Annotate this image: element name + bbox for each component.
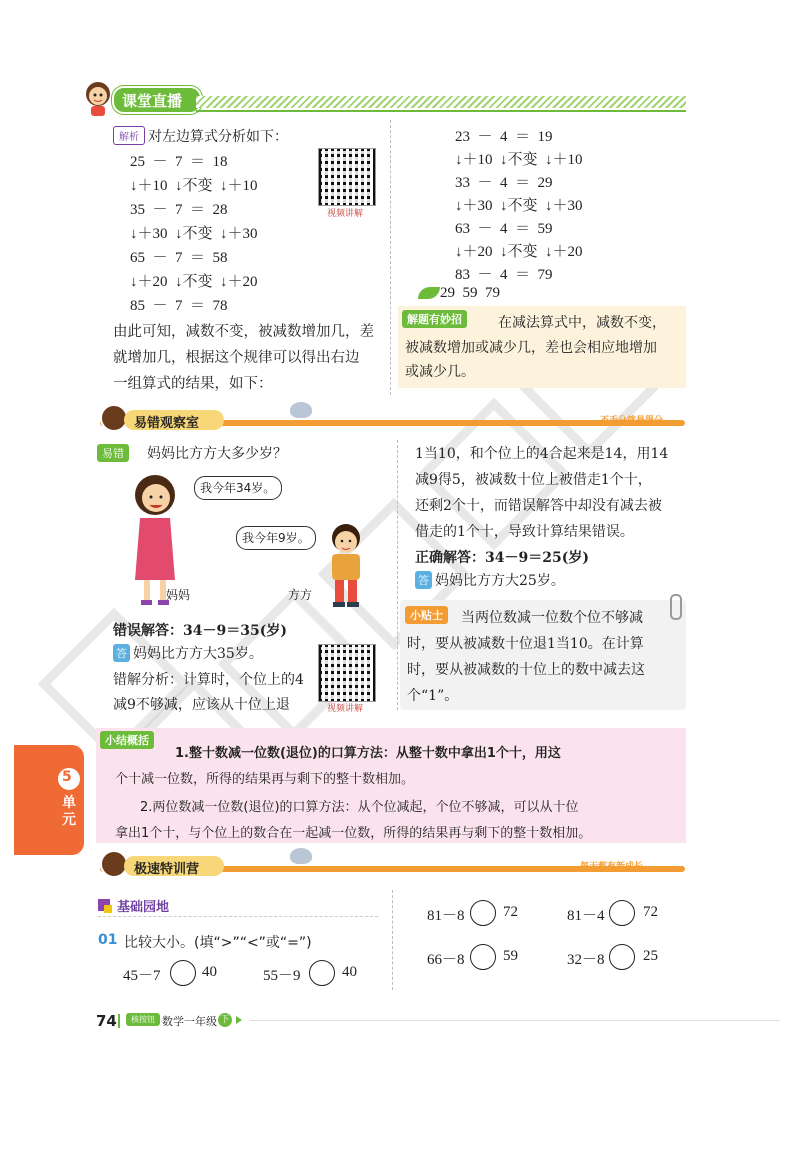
question-number: 01 xyxy=(98,932,118,948)
left-row-4: ↓＋30 ↓不变 ↓＋30 xyxy=(130,226,258,242)
explain-line-1: 1当10，和个位上的4合起来是14，用14 xyxy=(415,446,669,462)
wrong-reply: 妈妈比方方大35岁。 xyxy=(133,646,263,662)
summary-line-3: 2.两位数减一位数(退位)的口算方法：从个位减起，个位不够减，可以从十位 xyxy=(140,800,579,815)
header-rule xyxy=(196,96,686,108)
wrong-answer: 错误解答：34－9＝35(岁) xyxy=(113,623,287,639)
subsection-square-icon-2 xyxy=(104,905,112,913)
right-row-2: ↓＋10 ↓不变 ↓＋10 xyxy=(455,152,583,168)
answer-leaf-icon xyxy=(418,287,440,299)
compare-blank-4[interactable] xyxy=(609,900,635,926)
explain-line-2: 减9得5，被减数十位上被借走1个十， xyxy=(415,472,652,488)
tip-line-3: 或减少几。 xyxy=(405,364,475,380)
mistake-question: 妈妈比方方大多少岁？ xyxy=(147,446,287,462)
conclusion-line-3: 一组算式的结果，如下： xyxy=(113,376,273,392)
column-divider-3 xyxy=(392,890,393,990)
tip-line-1: 在减法算式中，减数不变， xyxy=(498,315,666,331)
answer-values: 29 59 79 xyxy=(440,285,500,301)
compare-right-6: 25 xyxy=(643,948,658,964)
question-text: 比较大小。(填“>”“<”或“=”) xyxy=(124,935,312,951)
left-row-6: ↓＋20 ↓不变 ↓＋20 xyxy=(130,274,258,290)
error-analysis-line-1: 错解分析：计算时，个位上的4 xyxy=(113,672,304,688)
qr-code-icon[interactable] xyxy=(318,148,376,206)
compare-right-2: 40 xyxy=(342,964,357,980)
hint-line-2: 时，要从被减数十位退1当10。在计算 xyxy=(407,636,644,652)
left-row-1: 25 － 7 ＝ 18 xyxy=(130,154,228,170)
training-slogan: 每天都有新成长 xyxy=(580,862,644,872)
footer-rule xyxy=(250,1020,780,1021)
analysis-tag: 解析 xyxy=(113,126,145,145)
compare-right-5: 59 xyxy=(503,948,518,964)
left-row-2: ↓＋10 ↓不变 ↓＋10 xyxy=(130,178,258,194)
left-row-5: 65 － 7 ＝ 58 xyxy=(130,250,228,266)
footer-separator xyxy=(118,1014,120,1028)
compare-blank-3[interactable] xyxy=(470,900,496,926)
explain-line-4: 借走的1个十，导致计算结果错误。 xyxy=(415,524,634,540)
column-divider xyxy=(390,120,391,395)
left-row-7: 85 － 7 ＝ 78 xyxy=(130,298,228,314)
paperclip-icon xyxy=(670,594,682,620)
compare-left-6: 32－8 xyxy=(567,952,605,968)
compare-blank-5[interactable] xyxy=(470,944,496,970)
compare-right-1: 40 xyxy=(202,964,217,980)
kid-label: 方方 xyxy=(288,588,313,602)
summary-tag: 小结概括 xyxy=(100,731,154,749)
kid-illustration xyxy=(318,522,374,612)
hint-line-1: 当两位数减一位数个位不够减 xyxy=(461,610,643,626)
compare-left-5: 66－8 xyxy=(427,952,465,968)
section-title: 易错观察室 xyxy=(134,416,200,431)
qr-label-2: 视频讲解 xyxy=(327,704,364,714)
tip-line-2: 被减数增加或减少几，差也会相应地增加 xyxy=(405,340,657,356)
page-number: 74 xyxy=(96,1012,117,1030)
footer-book: 数学一年级 xyxy=(162,1015,217,1028)
correct-reply-tag: 答 xyxy=(415,571,432,589)
conclusion-line-1: 由此可知，减数不变，被减数增加几，差 xyxy=(113,324,374,340)
unit-number: 5 xyxy=(62,769,72,785)
section-slogan: 不丢分就是得分 xyxy=(600,416,664,426)
compare-left-3: 81－8 xyxy=(427,908,465,924)
header-rule-line xyxy=(196,110,686,112)
analysis-intro: 对左边算式分析如下： xyxy=(148,129,288,145)
wrong-reply-tag: 答 xyxy=(113,644,130,662)
hint-tag: 小贴士 xyxy=(405,606,448,624)
left-row-3: 35 － 7 ＝ 28 xyxy=(130,202,228,218)
unit-label: 单元 xyxy=(62,795,76,828)
right-row-3: 33 － 4 ＝ 29 xyxy=(455,175,553,191)
explain-line-3: 还剩2个十，而错误解答中却没有减去被 xyxy=(415,498,662,514)
mom-speech: 我今年34岁。 xyxy=(200,481,276,495)
footer-book-tag: 核按钮 xyxy=(126,1013,160,1026)
summary-line-1: 1.整十数减一位数(退位)的口算方法：从整十数中拿出1个十，用这 xyxy=(175,746,561,761)
conclusion-line-2: 就增加几，根据这个规律可以得出右边 xyxy=(113,350,360,366)
footer-arrow-icon xyxy=(236,1016,242,1024)
subsection-title: 基础园地 xyxy=(117,900,170,915)
training-title: 极速特训营 xyxy=(134,862,200,877)
correct-reply: 妈妈比方方大25岁。 xyxy=(435,573,565,589)
tip-tag: 解题有妙招 xyxy=(402,310,467,328)
right-row-4: ↓＋30 ↓不变 ↓＋30 xyxy=(455,198,583,214)
compare-right-4: 72 xyxy=(643,904,658,920)
compare-blank-6[interactable] xyxy=(609,944,635,970)
mistake-tag: 易错 xyxy=(97,444,129,462)
header-title: 课堂直播 xyxy=(122,92,183,110)
mom-label: 妈妈 xyxy=(166,588,191,602)
compare-right-3: 72 xyxy=(503,904,518,920)
section-cat-icon xyxy=(290,402,312,418)
header-title-badge xyxy=(112,86,202,114)
training-cat-icon xyxy=(290,848,312,864)
summary-line-2: 个十减一位数，所得的结果再与剩下的整十数相加。 xyxy=(115,772,415,787)
right-row-5: 63 － 4 ＝ 59 xyxy=(455,221,553,237)
qr-label: 视频讲解 xyxy=(327,209,364,219)
right-row-6: ↓＋20 ↓不变 ↓＋20 xyxy=(455,244,583,260)
kid-speech: 我今年9岁。 xyxy=(242,531,310,545)
compare-left-2: 55－9 xyxy=(263,968,301,984)
compare-left-4: 81－4 xyxy=(567,908,605,924)
qr-code-icon-2[interactable] xyxy=(318,644,376,702)
summary-line-4: 拿出1个十，与个位上的数合在一起减一位数，所得的结果再与剩下的整十数相加。 xyxy=(115,826,592,841)
right-row-1: 23 － 4 ＝ 19 xyxy=(455,129,553,145)
compare-left-1: 45－7 xyxy=(123,968,161,984)
column-divider-2 xyxy=(397,440,398,710)
right-row-7: 83 － 4 ＝ 79 xyxy=(455,267,553,283)
footer-volume: 下 xyxy=(218,1013,232,1027)
compare-blank-1[interactable] xyxy=(170,960,196,986)
subsection-rule xyxy=(98,916,378,917)
hint-line-3: 时，要从被减数的十位上的数中减去这 xyxy=(407,662,645,678)
correct-answer: 正确解答：34－9＝25(岁) xyxy=(415,550,589,566)
error-analysis-line-2: 减9不够减，应该从十位上退 xyxy=(113,697,290,713)
hint-line-4: 个“1”。 xyxy=(407,688,459,704)
compare-blank-2[interactable] xyxy=(309,960,335,986)
